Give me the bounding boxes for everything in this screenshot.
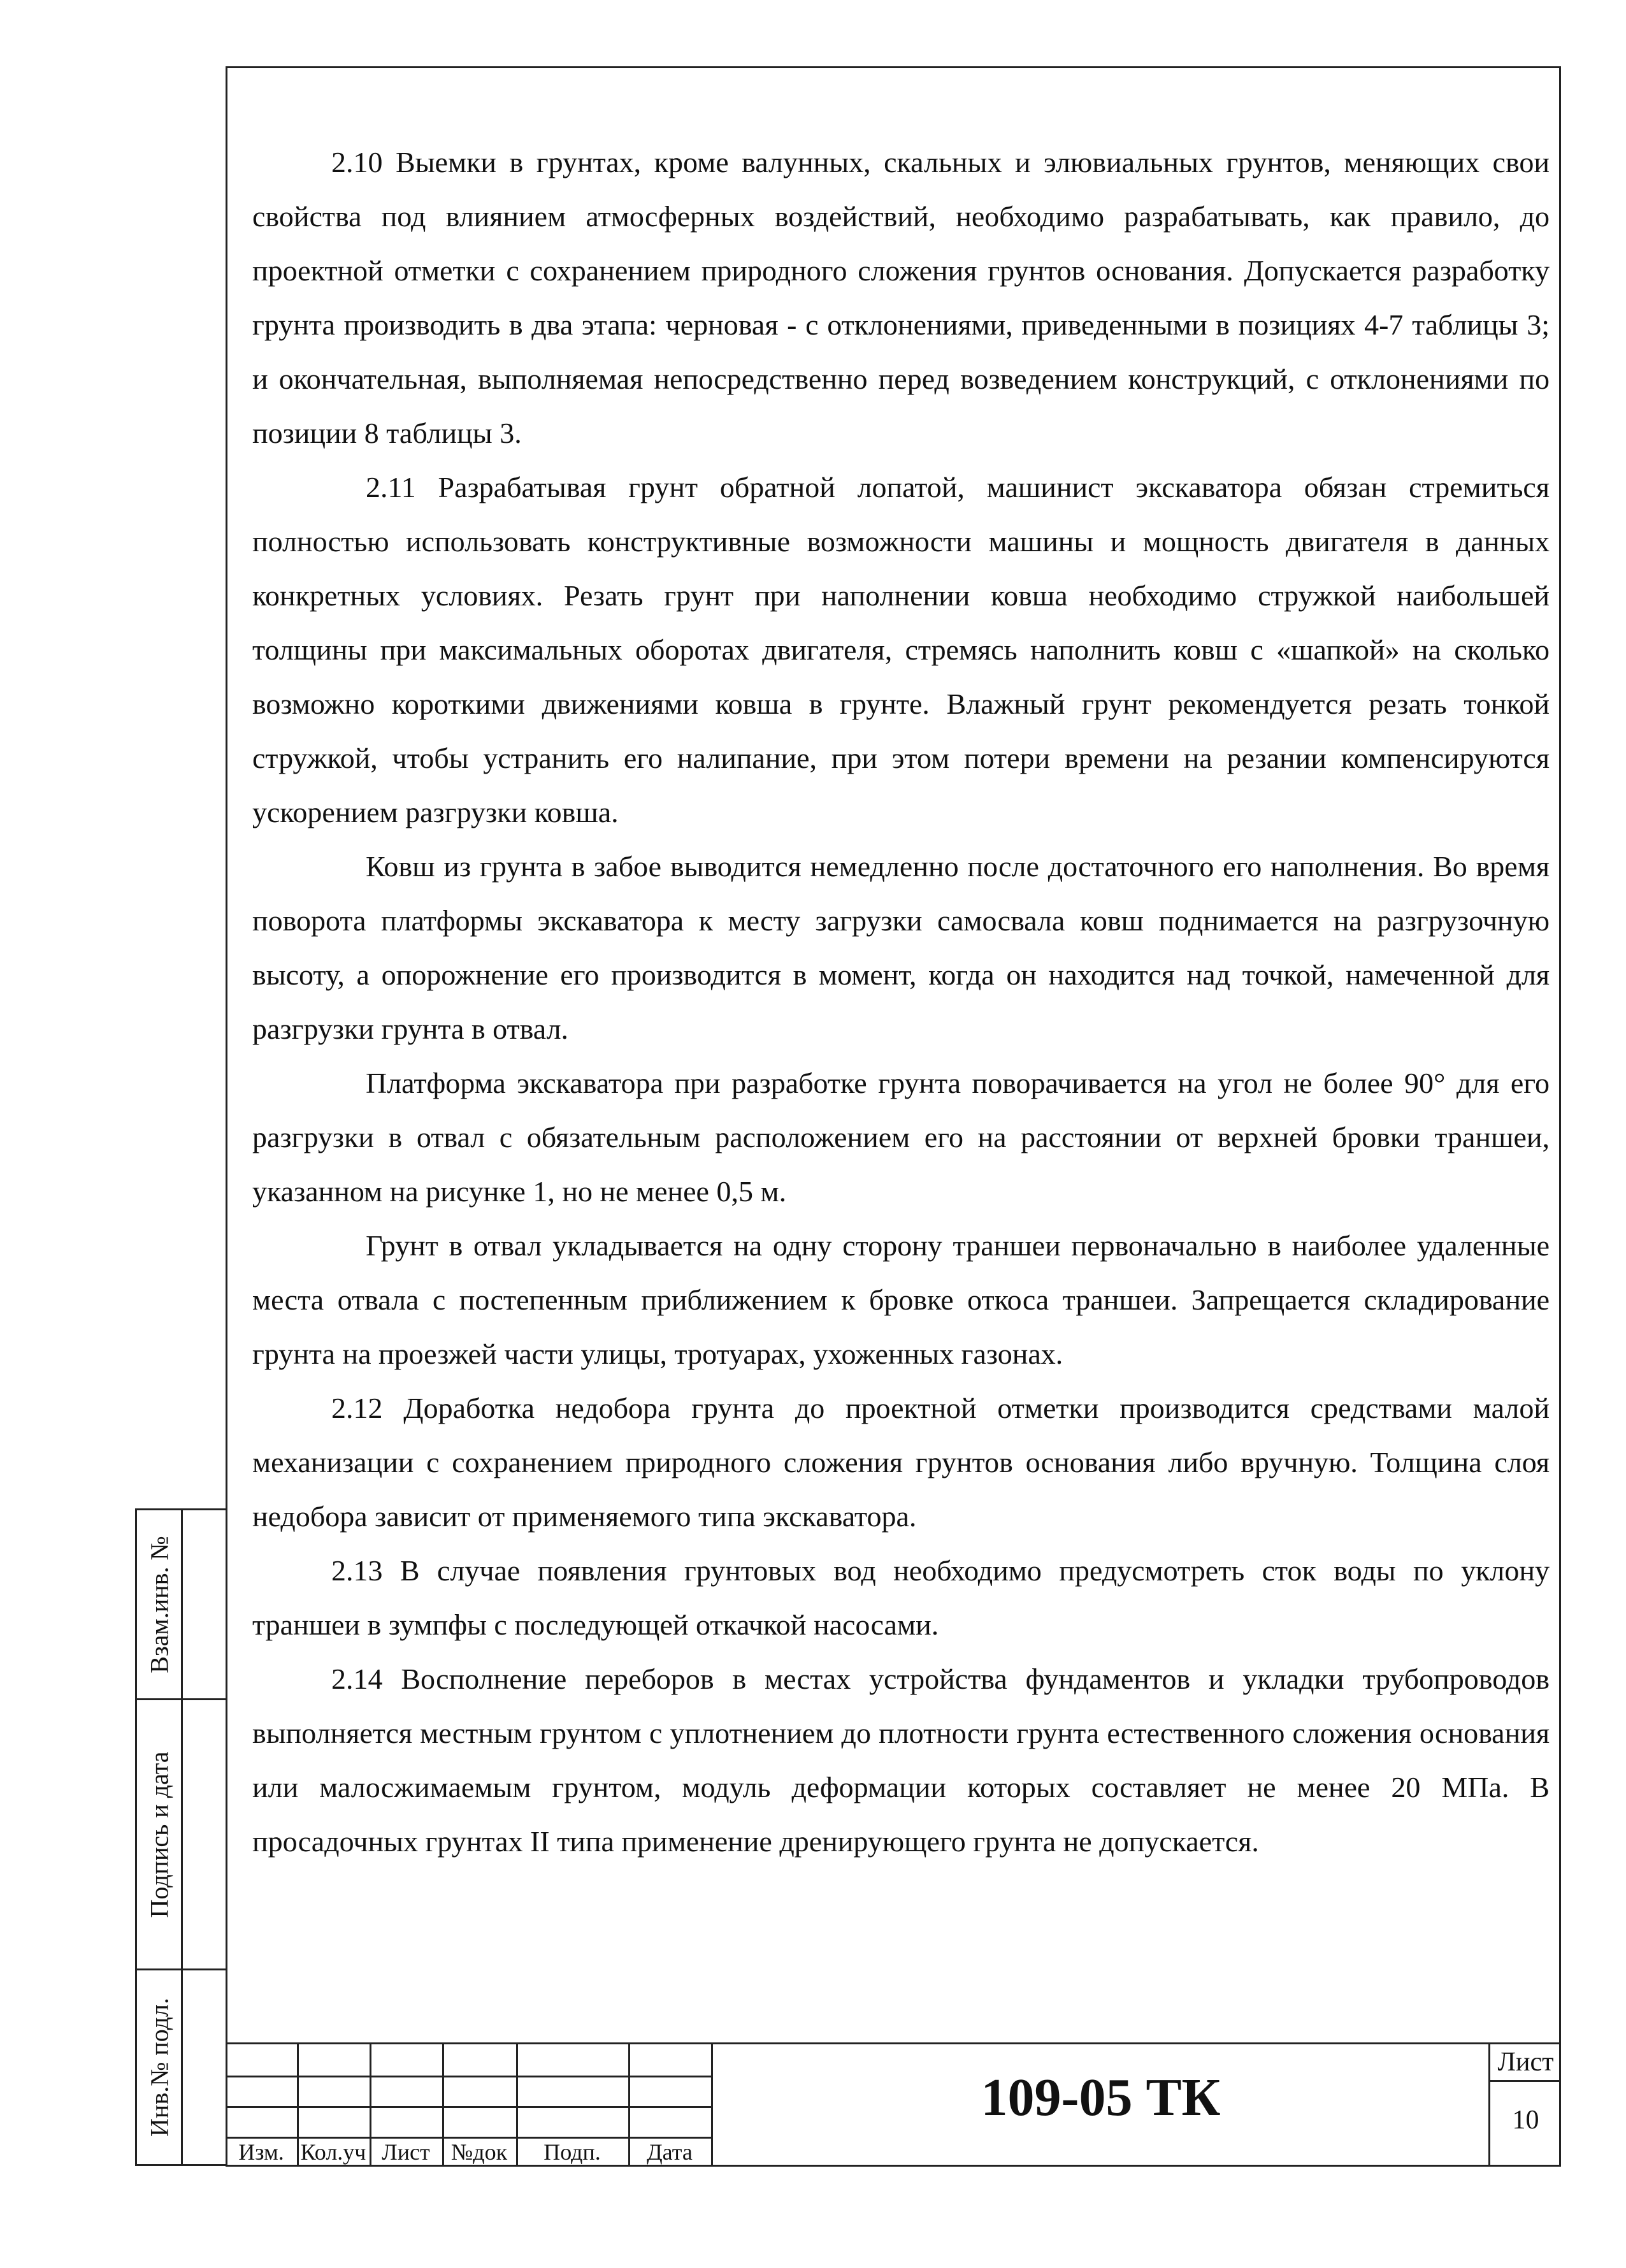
title-block-sheet bbox=[1488, 2042, 1561, 2166]
document-code: 109-05 ТК bbox=[981, 2068, 1221, 2127]
side-label-vzam: Взам.инв. № bbox=[145, 1535, 173, 1673]
side-label-podpis: Подпись и дата bbox=[145, 1751, 173, 1918]
paragraph-2-14: 2.14 Восполнение переборов в местах устройства фундаментов и укладки трубопроводов выполняется местным грунтом с уплотнением до плотности грунта естественного сложения основания или малосжимаемым грунтом, модуль деформации которых составляет не менее 20 МПа. В просадочных грунтах II типа применение дренирующего грунта не допускается. bbox=[252, 1663, 1550, 1858]
paragraph-2-13: 2.13 В случае появления грунтовых вод необходимо предусмотреть сток воды по уклону траншеи в зумпфы с последующей откачкой насосами. bbox=[252, 1554, 1550, 1641]
paragraph-2-12: 2.12 Доработка недобора грунта до проектной отметки производится средствами малой механизации с сохранением природного сложения грунтов основания либо вручную. Толщина слоя недобора зависит от применяемого типа экскаватора. bbox=[252, 1392, 1550, 1533]
side-strip-signature bbox=[135, 1698, 226, 1968]
col-kol-uch: Кол.уч bbox=[300, 2139, 366, 2165]
sheet-number: 10 bbox=[1512, 2105, 1539, 2135]
col-podp: Подп. bbox=[543, 2139, 601, 2165]
title-block-revision-grid bbox=[226, 2042, 711, 2166]
paragraph-platform: Платформа экскаватора при разработке грунта поворачивается на угол не более 90° для его разгрузки в отвал с обязательным расположением его на расстоянии от верхней бровки траншеи, указанном на рисунке 1, но не менее 0,5 м. bbox=[252, 1067, 1550, 1208]
paragraph-2-10: 2.10 Выемки в грунтах, кроме валунных, скальных и элювиальных грунтов, меняющих свои свойства под влиянием атмосферных воздействий, необходимо разрабатывать, как правило, до проектной отметки с сохранением природного сложения грунтов основания. Допускается разработку грунта производить в два этапа: черновая - с отклонениями, приведенными в позициях 4-7 таблицы 3; и окончательная, выполняемая непосредственно перед возведением конструкций, с отклонениями по позиции 8 таблицы 3. bbox=[252, 146, 1550, 449]
side-label-inv: Инв.№ подл. bbox=[145, 1998, 173, 2137]
paragraph-spoil: Грунт в отвал укладывается на одну сторону траншеи первоначально в наиболее удаленные места отвала с постепенным приближением к бровке откоса траншеи. Запрещается складирование грунта на проезжей части улицы, тротуарах, ухоженных газонах. bbox=[252, 1229, 1550, 1370]
paragraph-2-11: 2.11 Разрабатывая грунт обратной лопатой, машинист экскаватора обязан стремиться полностью использовать конструктивные возможности машины и мощность двигателя в данных конкретных условиях. Резать грунт при наполнении ковша необходимо стружкой наибольшей толщины при максимальных оборотах двигателя, стремясь наполнить ковш с «шапкой» на сколько возможно короткими движениями ковша в грунте. Влажный грунт рекомендуется резать тонкой стружкой, чтобы устранить его налипание, при этом потери времени на резании компенсируются ускорением разгрузки ковша. bbox=[252, 471, 1550, 828]
col-ndok: №док bbox=[450, 2139, 508, 2165]
col-izm: Изм. bbox=[238, 2139, 284, 2165]
document-body bbox=[252, 135, 1550, 1868]
sheet-label: Лист bbox=[1490, 2042, 1561, 2082]
side-strip-replacement bbox=[135, 1508, 226, 1698]
side-strip-inventory bbox=[135, 1968, 226, 2166]
col-list: Лист bbox=[382, 2139, 430, 2165]
col-data: Дата bbox=[647, 2139, 693, 2165]
paragraph-bucket: Ковш из грунта в забое выводится немедленно после достаточного его наполнения. Во время поворота платформы экскаватора к месту загрузки самосвала ковш поднимается на разгрузочную высоту, а опорожнение его производится в момент, когда он находится над точкой, намеченной для разгрузки грунта в отвал. bbox=[252, 850, 1550, 1045]
title-block-code bbox=[711, 2042, 1488, 2166]
